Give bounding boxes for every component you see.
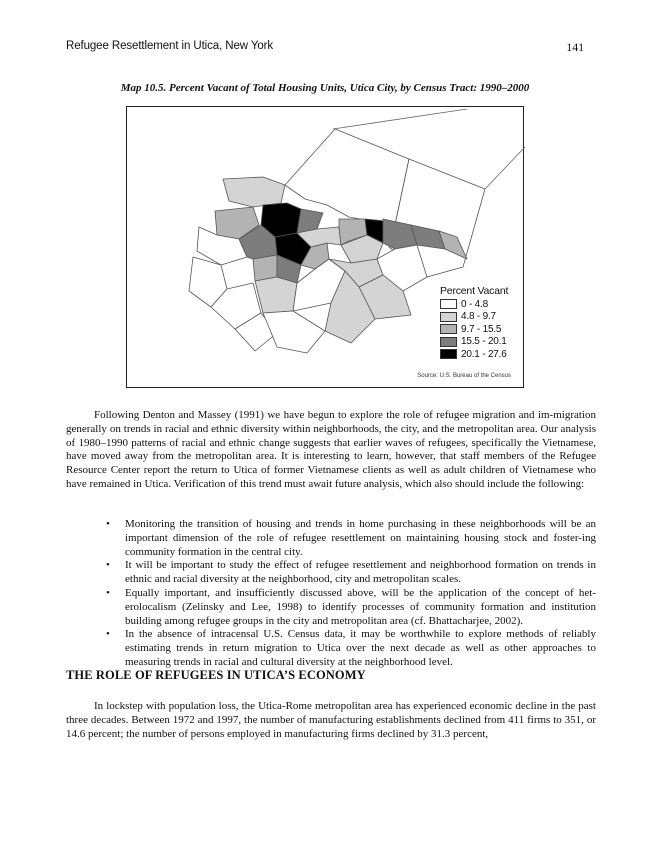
map-legend [440,285,508,361]
list-item-text: Monitoring the transition of housing and trends in home purchasing in these neighborhoods will be an important dimension of the role of refugee resettlement on maintaining housing stock and foster-ing community formation in the central city. [125,518,596,558]
legend-swatch [440,312,457,322]
map-figure [126,106,524,388]
running-head: Refugee Resettlement in Utica, New York [66,40,274,52]
tract [263,311,325,353]
tract [223,177,285,207]
bullet-icon: • [106,586,110,599]
tract [253,255,277,281]
legend-label: 4.8 - 9.7 [461,311,496,323]
page-header [66,40,584,56]
bullet-icon: • [106,559,110,572]
legend-label: 20.1 - 27.6 [461,348,507,360]
legend-swatch [440,349,457,359]
body-paragraph: In lockstep with population loss, the Utica-Rome metropolitan area has experienced economic decline in the past three decades. Between 1972 and 1997, the number of manufacturing establishments declined from 411 firms to 351, or 14.6 percent; the number of persons employed in manufacturing firms declined by 31.3 percent, [66,700,596,740]
map-caption: Map 10.5. Percent Vacant of Total Housing Units, Utica City, by Census Tract: 1990–2000 [120,82,530,94]
bullet-icon: • [106,518,110,530]
legend-label: 0 - 4.8 [461,298,488,310]
legend-item [440,298,508,311]
list-item-text: Equally important, and insufficiently discussed above, will be the application of the concept of het-erolocalism (Zelinsky and Lee, 1998) to identify processes of community formation and institution building among refugee groups in the city and metropolitan area (cf. Bhattacharjee, 2002). [125,586,596,627]
legend-swatch [440,324,457,334]
legend-item [440,311,508,324]
legend-label: 15.5 - 20.1 [461,336,507,348]
section-heading: THE ROLE OF REFUGEES IN UTICA’S ECONOMY [66,668,366,682]
list-item [66,587,596,628]
legend-title: Percent Vacant [440,285,509,297]
tract [255,277,297,313]
legend-label: 9.7 - 15.5 [461,323,502,335]
legend-item [440,323,508,336]
bullet-icon: • [106,628,110,641]
bullet-list [66,518,596,670]
list-item-text: In the absence of intracensal U.S. Census data, it may be worthwhile to explore methods of reliably estimating trends in return migration to Utica over the next decade as well as other approaches to measuring trends in racial and cultural diversity at the neighborhood level. [125,628,596,668]
list-item [66,518,596,559]
legend-swatch [440,337,457,347]
map-source: Source: U.S. Bureau of the Census [417,373,511,379]
legend-item [440,336,508,349]
list-item-text: It will be important to study the effect of refugee resettlement and neighborhood formation on trends in ethnic and racial diversity at the neighborhood, city and metropolitan scales. [125,559,596,586]
list-item [66,559,596,587]
legend-item [440,348,508,361]
body-paragraph: Following Denton and Massey (1991) we have begun to explore the role of refugee migration and im-migration generally on trends in racial and ethnic diversity within neighborhoods, the city, and the metropolitan area. Our analysis of 1980–1990 patterns of racial and ethnic change suggests that earlier waves of refugees, specifically the Vietnamese, have moved away from the metropolitan area. It is interesting to learn, however, that staff members of the Refugee Resource Center report the return to Utica of former Vietnamese clients as well as adult children of Vietnamese who have remained in Utica. Verification of this trend must await future analysis, which also should include the following: [66,409,596,490]
legend-swatch [440,299,457,309]
list-item [66,628,596,669]
page-number: 141 [566,40,584,54]
